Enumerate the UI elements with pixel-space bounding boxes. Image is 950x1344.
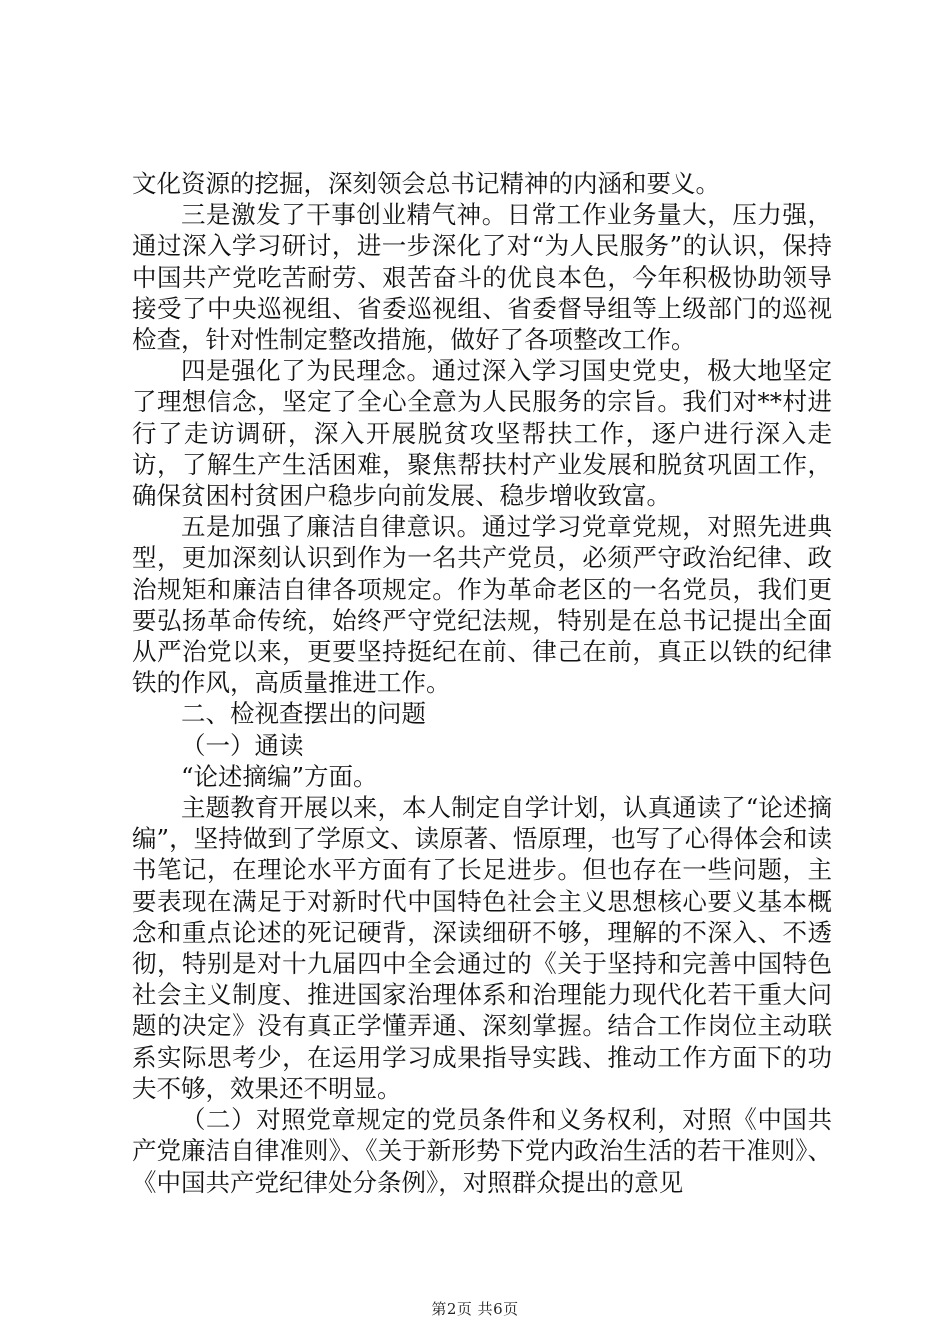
paragraph-point-four: 四是强化了为民理念。通过深入学习国史党史，极大地坚定了理想信念，坚定了全心全意为人民服务的宗旨。我们对**村进行了走访调研，深入开展脱贫攻坚帮扶工作，逐户进行深入走访，了解生产生活困难，聚焦帮扶村产业发展和脱贫巩固工作，确保贫困村贫困户稳步向前发展、稳步增收致富。: [132, 356, 832, 511]
subsection-heading-two: （二）对照党章规定的党员条件和义务权利，对照《中国共产党廉洁自律准则》、《关于新形势下党内政治生活的若干准则》、《中国共产党纪律处分条例》，对照群众提出的意见: [132, 1105, 832, 1197]
paragraph-point-five: 五是加强了廉洁自律意识。通过学习党章党规，对照先进典型，更加深刻认识到作为一名共产党员，必须严守政治纪律、政治规矩和廉洁自律各项规定。作为革命老区的一名党员，我们更要弘扬革命传统，始终严守党纪法规，特别是在总书记提出全面从严治党以来，更要坚持挺纪在前、律己在前，真正以铁的纪律铁的作风，高质量推进工作。: [132, 512, 832, 698]
document-body: [132, 168, 832, 1198]
paragraph-continuation: 文化资源的挖掘，深刻领会总书记精神的内涵和要义。: [132, 169, 720, 198]
page-number-footer: 第2页 共6页: [431, 1300, 519, 1318]
paragraph-study-issues: 主题教育开展以来，本人制定自学计划，认真通读了“论述摘编”，坚持做到了学原文、读原著、悟原理，也写了心得体会和读书笔记，在理论水平方面有了长足进步。但也存在一些问题，主要表现在满足于对新时代中国特色社会主义思想核心要义基本概念和重点论述的死记硬背，深读细研不够，理解的不深入、不透彻，特别是对十九届四中全会通过的《关于坚持和完善中国特色社会主义制度、推进国家治理体系和治理能力现代化若干重大问题的决定》没有真正学懂弄通、深刻掌握。结合工作岗位主动联系实际思考少，在运用学习成果指导实践、推动工作方面下的功夫不够，效果还不明显。: [132, 793, 832, 1103]
subsection-heading-one: （一）通读: [181, 730, 304, 760]
section-heading-two: 二、检视查摆出的问题: [181, 699, 426, 729]
subsection-heading-one-continued: “论述摘编”方面。: [181, 761, 378, 791]
paragraph-point-three: 三是激发了干事创业精气神。日常工作业务量大，压力强，通过深入学习研讨，进一步深化了对“为人民服务”的认识，保持中国共产党吃苦耐劳、艰苦奋斗的优良本色，今年积极协助领导接受了中央巡视组、省委巡视组、省委督导组等上级部门的巡视检查，针对性制定整改措施，做好了各项整改工作。: [132, 200, 832, 355]
